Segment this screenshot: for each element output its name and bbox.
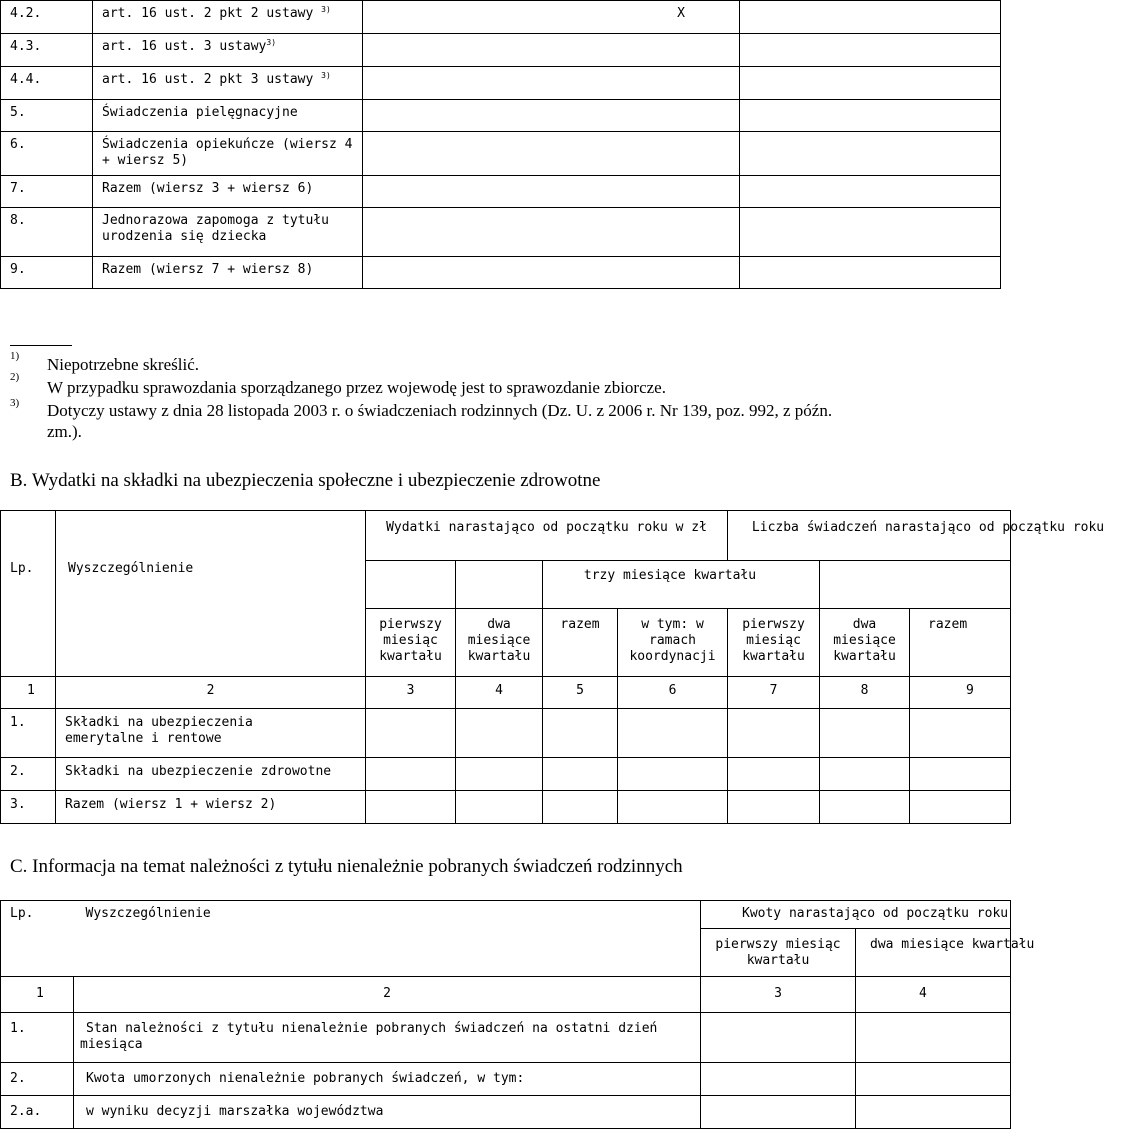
mark-x: X bbox=[677, 6, 685, 21]
razem-header: razem bbox=[543, 609, 618, 677]
row-lp: 9. bbox=[1, 257, 93, 289]
col-number: 3 bbox=[701, 977, 856, 1013]
col-number: 2 bbox=[56, 677, 366, 709]
pierwszy-header: pierwszy miesiąc kwartału bbox=[366, 609, 456, 677]
col-number: 6 bbox=[618, 677, 728, 709]
table-row bbox=[1, 758, 1011, 791]
row-text: Jednorazowa zapomoga z tytułu urodzenia się dziecka bbox=[93, 208, 363, 257]
dwa-header: dwa miesiące kwartału bbox=[856, 929, 1011, 977]
row-text: Razem (wiersz 7 + wiersz 8) bbox=[93, 257, 363, 289]
footnote-rule bbox=[10, 345, 72, 346]
table-a bbox=[0, 0, 1001, 289]
col-lp-header: Lp. bbox=[1, 511, 56, 677]
table-row bbox=[1, 709, 1011, 758]
wydatki-header: Wydatki narastająco od początku roku w zł bbox=[366, 511, 728, 561]
section-c-heading: C. Informacja na temat należności z tytułu nienależnie pobranych świadczeń rodzinnych bbox=[10, 856, 683, 877]
col-wysz-header: Wyszczególnienie bbox=[74, 901, 701, 977]
row-text: art. 16 ust. 2 pkt 2 ustawy bbox=[102, 6, 314, 21]
pierwszy-header-2: pierwszy miesiąc kwartału bbox=[728, 609, 820, 677]
row-lp: 4.4. bbox=[1, 67, 93, 100]
row-lp: 6. bbox=[1, 132, 93, 176]
table-row bbox=[1, 1013, 1011, 1063]
row-text: Składki na ubezpieczenie zdrowotne bbox=[56, 758, 366, 791]
table-row bbox=[1, 1, 1001, 34]
row-text: Razem (wiersz 3 + wiersz 6) bbox=[93, 176, 363, 208]
col-number: 7 bbox=[728, 677, 820, 709]
row-text: Składki na ubezpieczenia emerytalne i rentowe bbox=[56, 709, 366, 758]
row-text: Kwota umorzonych nienależnie pobranych świadczeń, w tym: bbox=[74, 1063, 701, 1096]
row-text: Razem (wiersz 1 + wiersz 2) bbox=[56, 791, 366, 824]
table-row bbox=[1, 1096, 1011, 1129]
table-c bbox=[0, 900, 1035, 1129]
col-number: 4 bbox=[456, 677, 543, 709]
row-lp: 5. bbox=[1, 100, 93, 132]
col-number: 1 bbox=[1, 977, 74, 1013]
footnote-ref: 3) bbox=[321, 71, 331, 80]
row-text: art. 16 ust. 3 ustawy bbox=[102, 39, 267, 54]
row-lp: 2. bbox=[1, 758, 56, 791]
dwa-header-2: dwa miesiące kwartału bbox=[820, 609, 910, 677]
row-text: Świadczenia opiekuńcze (wiersz 4 + wiersz 5) bbox=[93, 132, 363, 176]
col-number: 8 bbox=[820, 677, 910, 709]
table-row bbox=[1, 208, 1001, 257]
footnote-number: 3) bbox=[10, 397, 20, 409]
row-lp: 7. bbox=[1, 176, 93, 208]
section-b-heading: B. Wydatki na składki na ubezpieczenia społeczne i ubezpieczenie zdrowotne bbox=[10, 470, 601, 491]
header-row bbox=[1, 511, 1011, 561]
table-row bbox=[1, 257, 1001, 289]
row-text: Świadczenia pielęgnacyjne bbox=[93, 100, 363, 132]
footnote-ref: 3) bbox=[321, 5, 331, 14]
row-lp: 3. bbox=[1, 791, 56, 824]
row-text: art. 16 ust. 2 pkt 3 ustawy bbox=[102, 72, 314, 87]
row-lp: 2. bbox=[1, 1063, 74, 1096]
table-b bbox=[0, 510, 1105, 824]
row-lp: 1. bbox=[1, 1013, 74, 1063]
footnote-text: Dotyczy ustawy z dnia 28 listopada 2003 r. o świadczeniach rodzinnych (Dz. U. z 2006 r. Nr 139, poz. 992, z późn. zm.). bbox=[47, 401, 833, 441]
row-lp: 4.2. bbox=[1, 1, 93, 34]
razem-header-2: razem bbox=[910, 609, 1011, 677]
footnote-number: 1) bbox=[10, 350, 20, 362]
liczba-header: Liczba świadczeń narastająco od początku roku bbox=[728, 511, 1011, 561]
wtym-header: w tym: w ramach koordynacji bbox=[618, 609, 728, 677]
col-wysz-header: Wyszczególnienie bbox=[56, 511, 366, 677]
col-number: 4 bbox=[856, 977, 1011, 1013]
table-row bbox=[1, 176, 1001, 208]
row-text: w wyniku decyzji marszałka województwa bbox=[74, 1096, 701, 1129]
table-row bbox=[1, 791, 1011, 824]
mark-cell bbox=[363, 1, 740, 34]
col-number: 5 bbox=[543, 677, 618, 709]
row-lp: 8. bbox=[1, 208, 93, 257]
col-number: 2 bbox=[74, 977, 701, 1013]
dwa-header: dwa miesiące kwartału bbox=[456, 609, 543, 677]
kwoty-header: Kwoty narastająco od początku roku bbox=[701, 901, 1011, 929]
table-row bbox=[1, 132, 1001, 176]
col-number: 3 bbox=[366, 677, 456, 709]
table-row bbox=[1, 67, 1001, 100]
footnote-number: 2) bbox=[10, 371, 20, 383]
col-number: 9 bbox=[910, 677, 1011, 709]
column-number-row bbox=[1, 977, 1011, 1013]
footnote-text: W przypadku sprawozdania sporządzanego przez wojewodę jest to sprawozdanie zbiorcze. bbox=[47, 378, 666, 397]
col-number: 1 bbox=[1, 677, 56, 709]
table-row bbox=[1, 1063, 1011, 1096]
table-row bbox=[1, 34, 1001, 67]
row-text: Stan należności z tytułu nienależnie pobranych świadczeń na ostatni dzień miesiąca bbox=[74, 1013, 701, 1063]
footnote-ref: 3) bbox=[266, 38, 277, 47]
table-row bbox=[1, 100, 1001, 132]
header-row bbox=[1, 901, 1011, 929]
footnote-text: Niepotrzebne skreślić. bbox=[47, 355, 199, 374]
col-lp-header: Lp. bbox=[1, 901, 74, 977]
row-lp: 2.a. bbox=[1, 1096, 74, 1129]
pierwszy-header: pierwszy miesiąc kwartału bbox=[701, 929, 856, 977]
row-lp: 1. bbox=[1, 709, 56, 758]
row-lp: 4.3. bbox=[1, 34, 93, 67]
column-number-row bbox=[1, 677, 1011, 709]
trzy-header: trzy miesiące kwartału bbox=[543, 561, 820, 609]
